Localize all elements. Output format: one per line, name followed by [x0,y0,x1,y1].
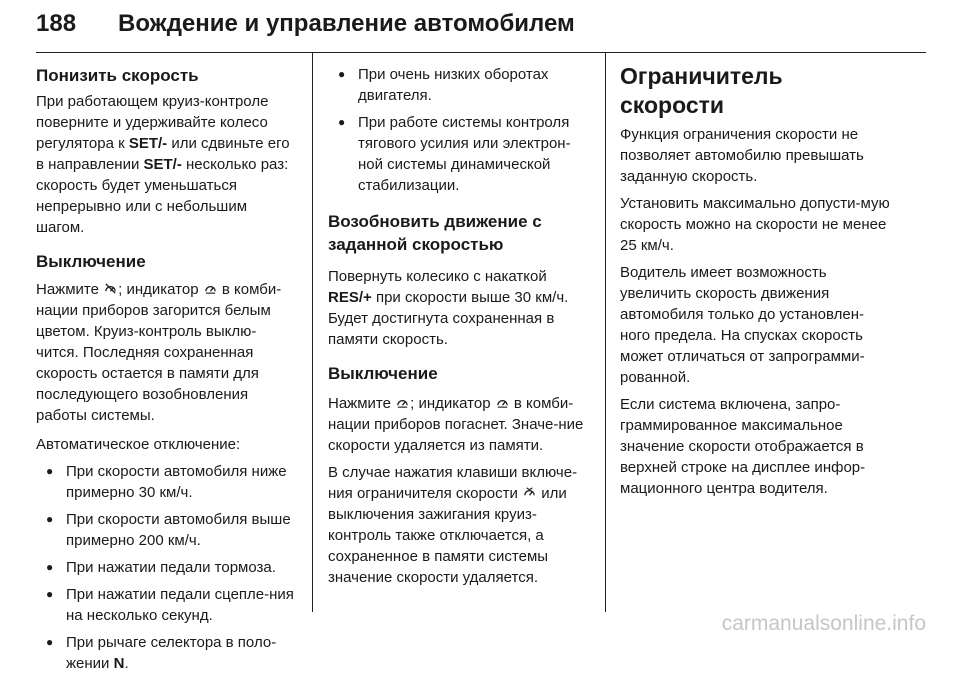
speed-limiter-icon [523,486,536,499]
list-item: ● При работе системы контроля тягового усилия или электрон-ной системы динамической стабилизации. [328,112,590,196]
paragraph-limiter-1: Функция ограничения скорости не позволяет автомобилю превышать заданную скорость. [620,126,864,185]
column-right [620,52,892,499]
page-header [36,0,926,53]
cruise-indicator-icon [204,282,217,295]
section-heading-reduce-speed: Понизить скорость [36,66,199,85]
paragraph-limiter-3: Водитель имеет возможность увеличить скорость движения автомобиля только до установлен-ного предела. На спусках скорость может отличаться от запрограмми-рованной. [620,264,865,386]
page-number: 188 [36,10,77,37]
paragraph-limiter-4: Если система включена, запро-граммированное максимальное значение скорости отображается в верхней строке на дисплее инфор-мационного центра водителя. [620,396,866,497]
column-middle [328,52,590,588]
column-divider [312,52,313,612]
watermark: carmanualsonline.info [721,612,926,635]
section-heading-off: Выключение [328,364,438,383]
list-item: ● При очень низких оборотах двигателя. [328,64,590,106]
list-item: ● При скорости автомобиля ниже примерно 30 км/ч. [36,461,298,503]
key-set-minus: SET/- [128,135,168,152]
section-heading-speed-limiter: Ограничитель скорости [620,63,783,118]
running-title: Вождение и управление автомобилем [118,10,575,37]
list-item: ● При рычаге селектора в поло-жении N. [36,632,298,674]
paragraph-auto-off-intro: Автоматическое отключение: [36,436,241,453]
paragraph-reduce-speed: При работающем круиз-контроле поверните и удерживайте колесо регулятора к SET/- или сдвиньте его в направлении SET/- несколько раз: скорость будет уменьшаться непрерывно или с небольшим шагом. [36,93,290,236]
paragraph-resume: Повернуть колесико с накаткой RES/+ при скорости выше 30 км/ч. Будет достигнута сохраненная в памяти скорость. [328,268,569,348]
paragraph-off: Нажмите ; индикатор в комби-нации приборов погаснет. Значе-ние скорости удаляется из памяти. [328,395,584,454]
section-heading-resume: Возобновить движение с заданной скоростью [328,212,542,254]
list-item: ● При скорости автомобиля выше примерно 200 км/ч. [36,509,298,551]
cruise-indicator-icon [496,396,509,409]
key-set-minus: SET/- [143,156,182,173]
cruise-off-icon [104,282,117,295]
column-divider [605,52,606,612]
paragraph-off-limiter: В случае нажатия клавиши включе-ния ограничителя скорости или выключения зажигания круиз-контроль также отключается, а сохраненное в памяти системы значение скорости удаляется. [328,464,578,586]
section-heading-off: Выключение [36,252,146,271]
column-left [36,52,298,680]
list-item: ● При нажатии педали сцепле-ния на несколько секунд. [36,584,298,626]
key-res-plus: RES/+ [328,289,372,306]
paragraph-limiter-2: Установить максимально допусти-мую скорость можно на скорости не менее 25 км/ч. [620,195,890,254]
key-n: N [113,655,125,672]
list-item: ● При нажатии педали тормоза. [36,557,298,578]
cruise-off-icon [396,396,409,409]
paragraph-off: Нажмите ; индикатор в комби-нации приборов загорится белым цветом. Круиз-контроль выклю-чится. Последняя сохраненная скорость остается в памяти для последующего возобновления работы системы. [36,281,282,424]
